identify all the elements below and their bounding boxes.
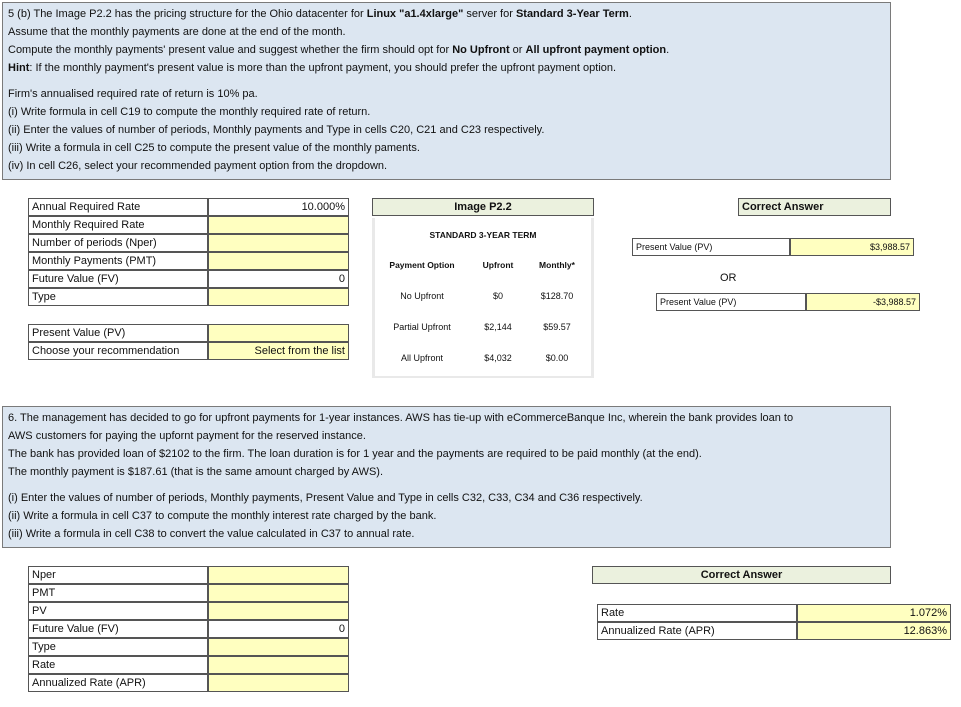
q6-line-1: 6. The management has decided to go for upfront payments for 1-year instances. AWS has tie-up with eCommerceBanque Inc, wherein the bank provides loan to [8,412,794,424]
pricing-upfront: $4,032 [484,353,512,363]
pricing-row-all-upfront [375,342,591,372]
pricing-image [372,218,594,378]
q6-line-5: (i) Enter the values of number of periods, Monthly payments, Present Value and Type in cells C32, C33, C34 and C36 respectively. [8,492,643,504]
label-choose-recommendation: Choose your recommendation [28,342,208,360]
pricing-option: All Upfront [400,353,444,363]
pricing-option: No Upfront [400,291,444,301]
label-pmt: PMT [28,584,208,602]
cell-monthly-payments[interactable] [208,252,349,270]
pricing-row-partial-upfront [375,311,591,341]
label-nper: Nper [28,566,208,584]
q6-line-3: The bank has provided loan of $2102 to the firm. The loan duration is for 1 year and the payments are required to be paid monthly (at the end). [8,448,702,460]
recommendation-dropdown[interactable]: Select from the list [208,342,349,360]
cell-annualized-rate[interactable] [208,674,349,692]
pricing-col-option: Payment Option [389,260,455,270]
label-future-value: Future Value (FV) [28,270,208,288]
answer1-pv-value[interactable]: $3,988.57 [790,238,914,256]
label-future-value-2: Future Value (FV) [28,620,208,638]
q5-line-6: (i) Write formula in cell C19 to compute the monthly required rate of return. [8,106,371,118]
answer1-pv-label: Present Value (PV) [632,238,790,256]
q5-line-1: 5 (b) The Image P2.2 has the pricing structure for the Ohio datacenter for Linux "a1.4xlarge" server for Standard 3-Year Term. [8,8,632,20]
q6-line-2: AWS customers for paying the upfornt payment for the reserved instance. [8,430,366,442]
q5-line-3: Compute the monthly payments' present value and suggest whether the firm should opt for No Upfront or All upfront payment option. [8,44,670,56]
pricing-monthly: $59.57 [543,322,571,332]
cell-number-of-periods[interactable] [208,234,349,252]
label-annualized-rate: Annualized Rate (APR) [28,674,208,692]
label-pv: PV [28,602,208,620]
cell-pv[interactable] [208,602,349,620]
q5-line-9: (iv) In cell C26, select your recommended payment option from the dropdown. [8,160,388,172]
answer1-pv2-label: Present Value (PV) [656,293,806,311]
cell-present-value[interactable] [208,324,349,342]
pricing-col-monthly: Monthly* [539,260,575,270]
cell-type-2[interactable] [208,638,349,656]
pricing-upfront: $2,144 [484,322,512,332]
cell-nper[interactable] [208,566,349,584]
q6-line-7: (iii) Write a formula in cell C38 to convert the value calculated in C37 to annual rate. [8,528,415,540]
correct-answer-header-2: Correct Answer [592,566,891,584]
answer1-pv2-value[interactable]: -$3,988.57 [806,293,920,311]
cell-pmt[interactable] [208,584,349,602]
answer2-rate-label: Rate [597,604,797,622]
answer1-or: OR [720,272,737,284]
label-rate: Rate [28,656,208,674]
cell-type[interactable] [208,288,349,306]
label-monthly-payments: Monthly Payments (PMT) [28,252,208,270]
q5-line-8: (iii) Write a formula in cell C25 to compute the present value of the monthly paments. [8,142,420,154]
pricing-upfront: $0 [492,291,503,301]
image-p22-header: Image P2.2 [372,198,594,216]
cell-future-value-2[interactable]: 0 [208,620,349,638]
q6-line-4: The monthly payment is $187.61 (that is the same amount charged by AWS). [8,466,384,478]
q5-line-7: (ii) Enter the values of number of periods, Monthly payments and Type in cells C20, C21 and C23 respectively. [8,124,545,136]
pricing-option: Partial Upfront [393,322,451,332]
cell-monthly-required-rate[interactable] [208,216,349,234]
correct-answer-header-1: Correct Answer [738,198,891,216]
q5-line-2: Assume that the monthly payments are done at the end of the month. [8,26,346,38]
label-number-of-periods: Number of periods (Nper) [28,234,208,252]
cell-annual-required-rate[interactable]: 10.000% [208,198,349,216]
answer2-rate-value[interactable]: 1.072% [797,604,951,622]
q6-line-6: (ii) Write a formula in cell C37 to compute the monthly interest rate charged by the bank. [8,510,437,522]
label-monthly-required-rate: Monthly Required Rate [28,216,208,234]
cell-future-value[interactable]: 0 [208,270,349,288]
q5-line-5: Firm's annualised required rate of return is 10% pa. [8,88,258,100]
pricing-term-title: STANDARD 3-YEAR TERM [429,230,537,240]
label-present-value: Present Value (PV) [28,324,208,342]
pricing-col-upfront: Upfront [482,260,514,270]
label-type-2: Type [28,638,208,656]
label-type: Type [28,288,208,306]
pricing-monthly: $0.00 [545,353,569,363]
label-annual-required-rate: Annual Required Rate [28,198,208,216]
pricing-row-no-upfront [375,280,591,310]
q5-hint: Hint: If the monthly payment's present value is more than the upfront payment, you should prefer the upfront payment option. [8,62,617,74]
pricing-monthly: $128.70 [540,291,574,301]
cell-rate[interactable] [208,656,349,674]
question-5-box [2,2,891,180]
question-6-box [2,406,891,548]
answer2-apr-label: Annualized Rate (APR) [597,622,797,640]
pricing-image-inner [375,218,591,376]
answer2-apr-value[interactable]: 12.863% [797,622,951,640]
